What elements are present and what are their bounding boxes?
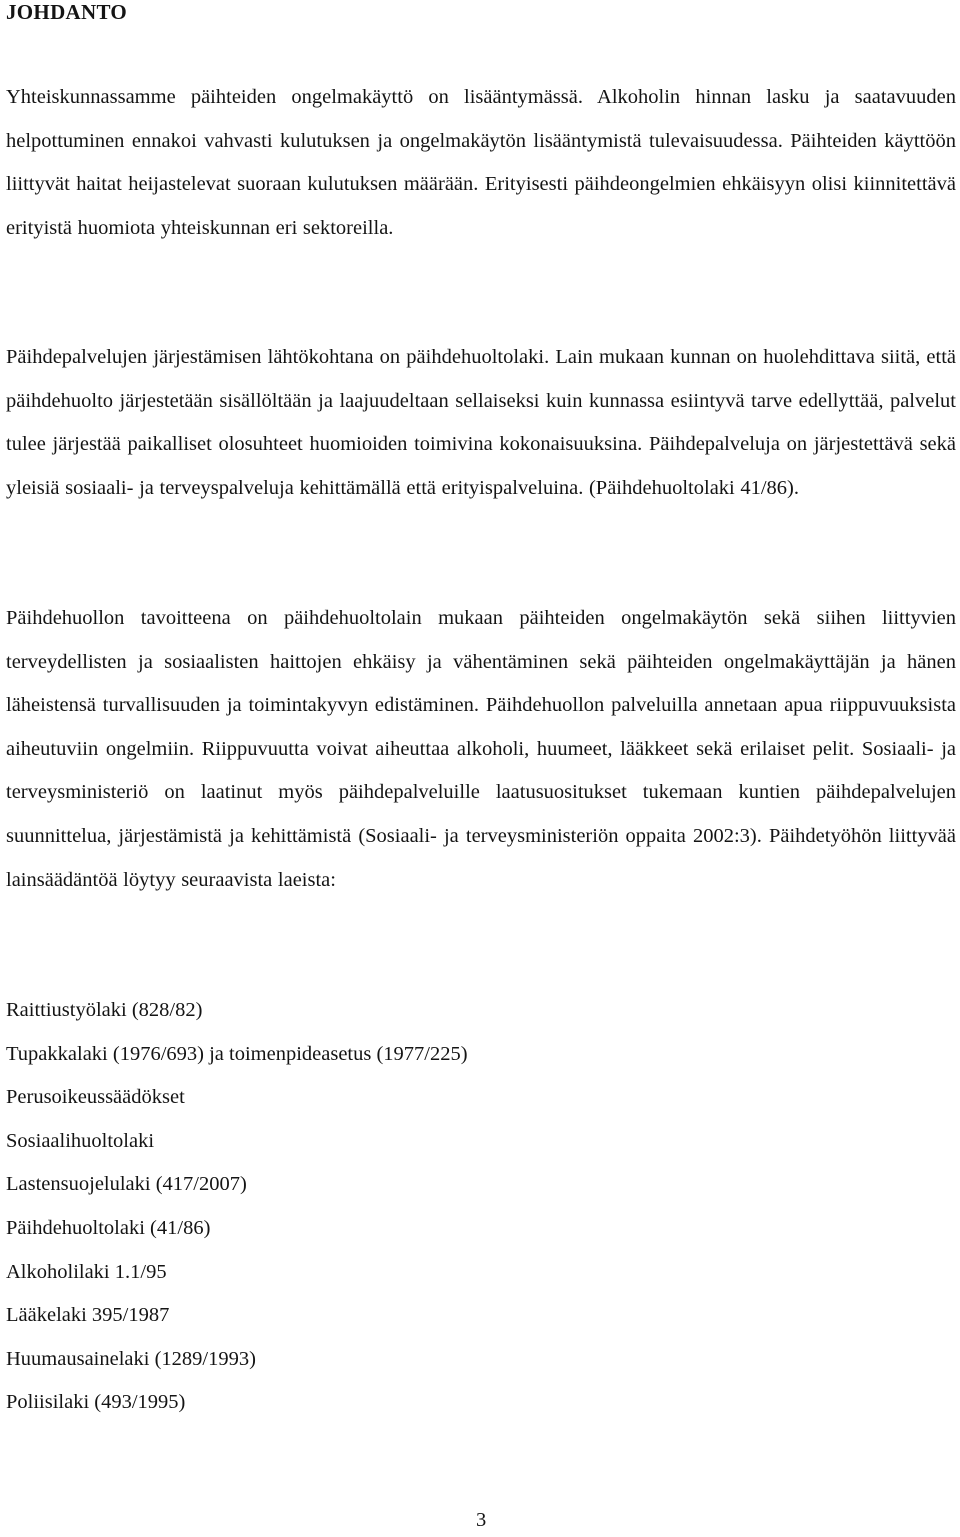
- list-item: Lääkelaki 395/1987: [6, 1304, 170, 1327]
- list-item: Tupakkalaki (1976/693) ja toimenpideasetus (1977/225): [6, 1042, 468, 1065]
- paragraph-intro: Yhteiskunnassamme päihteiden ongelmakäyttö on lisääntymässä. Alkoholin hinnan lasku ja saatavuuden helpottuminen ennakoi vahvasti kulutuksen ja ongelmakäytön lisääntymistä tulevaisuudessa. Päihteiden käyttöön liittyvät haitat heijastelevat suoraan kulutuksen määrään. Erityisesti päihdeongelmien ehkäisyyn olisi kiinnitettävä erityistä huomiota yhteiskunnan eri sektoreilla.: [6, 86, 956, 239]
- list-item: Perusoikeussäädökset: [6, 1086, 185, 1109]
- list-item: Poliisilaki (493/1995): [6, 1391, 186, 1414]
- list-item: Huumausainelaki (1289/1993): [6, 1347, 256, 1370]
- page-heading: JOHDANTO: [6, 0, 128, 24]
- list-item: Raittiustyölaki (828/82): [6, 999, 203, 1021]
- list-item: Sosiaalihuoltolaki: [6, 1129, 155, 1152]
- law-list: [6, 989, 468, 1425]
- document-page: [6, 0, 956, 1414]
- list-item: Päihdehuoltolaki (41/86): [6, 1216, 211, 1239]
- page-number: 3: [476, 1509, 487, 1531]
- list-item: Alkoholilaki 1.1/95: [6, 1260, 167, 1283]
- paragraph-services: Päihdepalvelujen järjestämisen lähtökohtana on päihdehuoltolaki. Lain mukaan kunnan on huolehdittava siitä, että päihdehuolto järjestetään sisällöltään ja laajuudeltaan sellaiseksi kuin kunnassa esiintyvä tarve edellyttää, palvelut tulee järjestää paikalliset olosuhteet huomioiden toimivina kokonaisuuksina. Päihdepalveluja on järjestettävä sekä yleisiä sosiaali- ja terveyspalveluja kehittämällä että erityispalveluina. (Päihdehuoltolaki 41/86).: [6, 346, 956, 499]
- list-item: Lastensuojelulaki (417/2007): [6, 1173, 247, 1196]
- paragraph-goals: Päihdehuollon tavoitteena on päihdehuoltolain mukaan päihteiden ongelmakäytön sekä siihen liittyvien terveydellisten ja sosiaalisten haittojen ehkäisy ja vähentäminen sekä päihteiden ongelmakäyttäjän ja hänen läheistensä turvallisuuden ja toimintakyvyn edistäminen. Päihdehuollon palveluilla annetaan apua riippuvuuksista aiheutuviin ongelmiin. Riippuvuutta voivat aiheuttaa alkoholi, huumeet, lääkkeet sekä erilaiset pelit. Sosiaali- ja terveysministeriö on laatinut myös päihdepalveluille laatusuositukset tukemaan kuntien päihdepalvelujen suunnittelua, järjestämistä ja kehittämistä (Sosiaali- ja terveysministeriön oppaita 2002:3). Päihdetyöhön liittyvää lainsäädäntöä löytyy seuraavista laeista:: [6, 607, 956, 891]
